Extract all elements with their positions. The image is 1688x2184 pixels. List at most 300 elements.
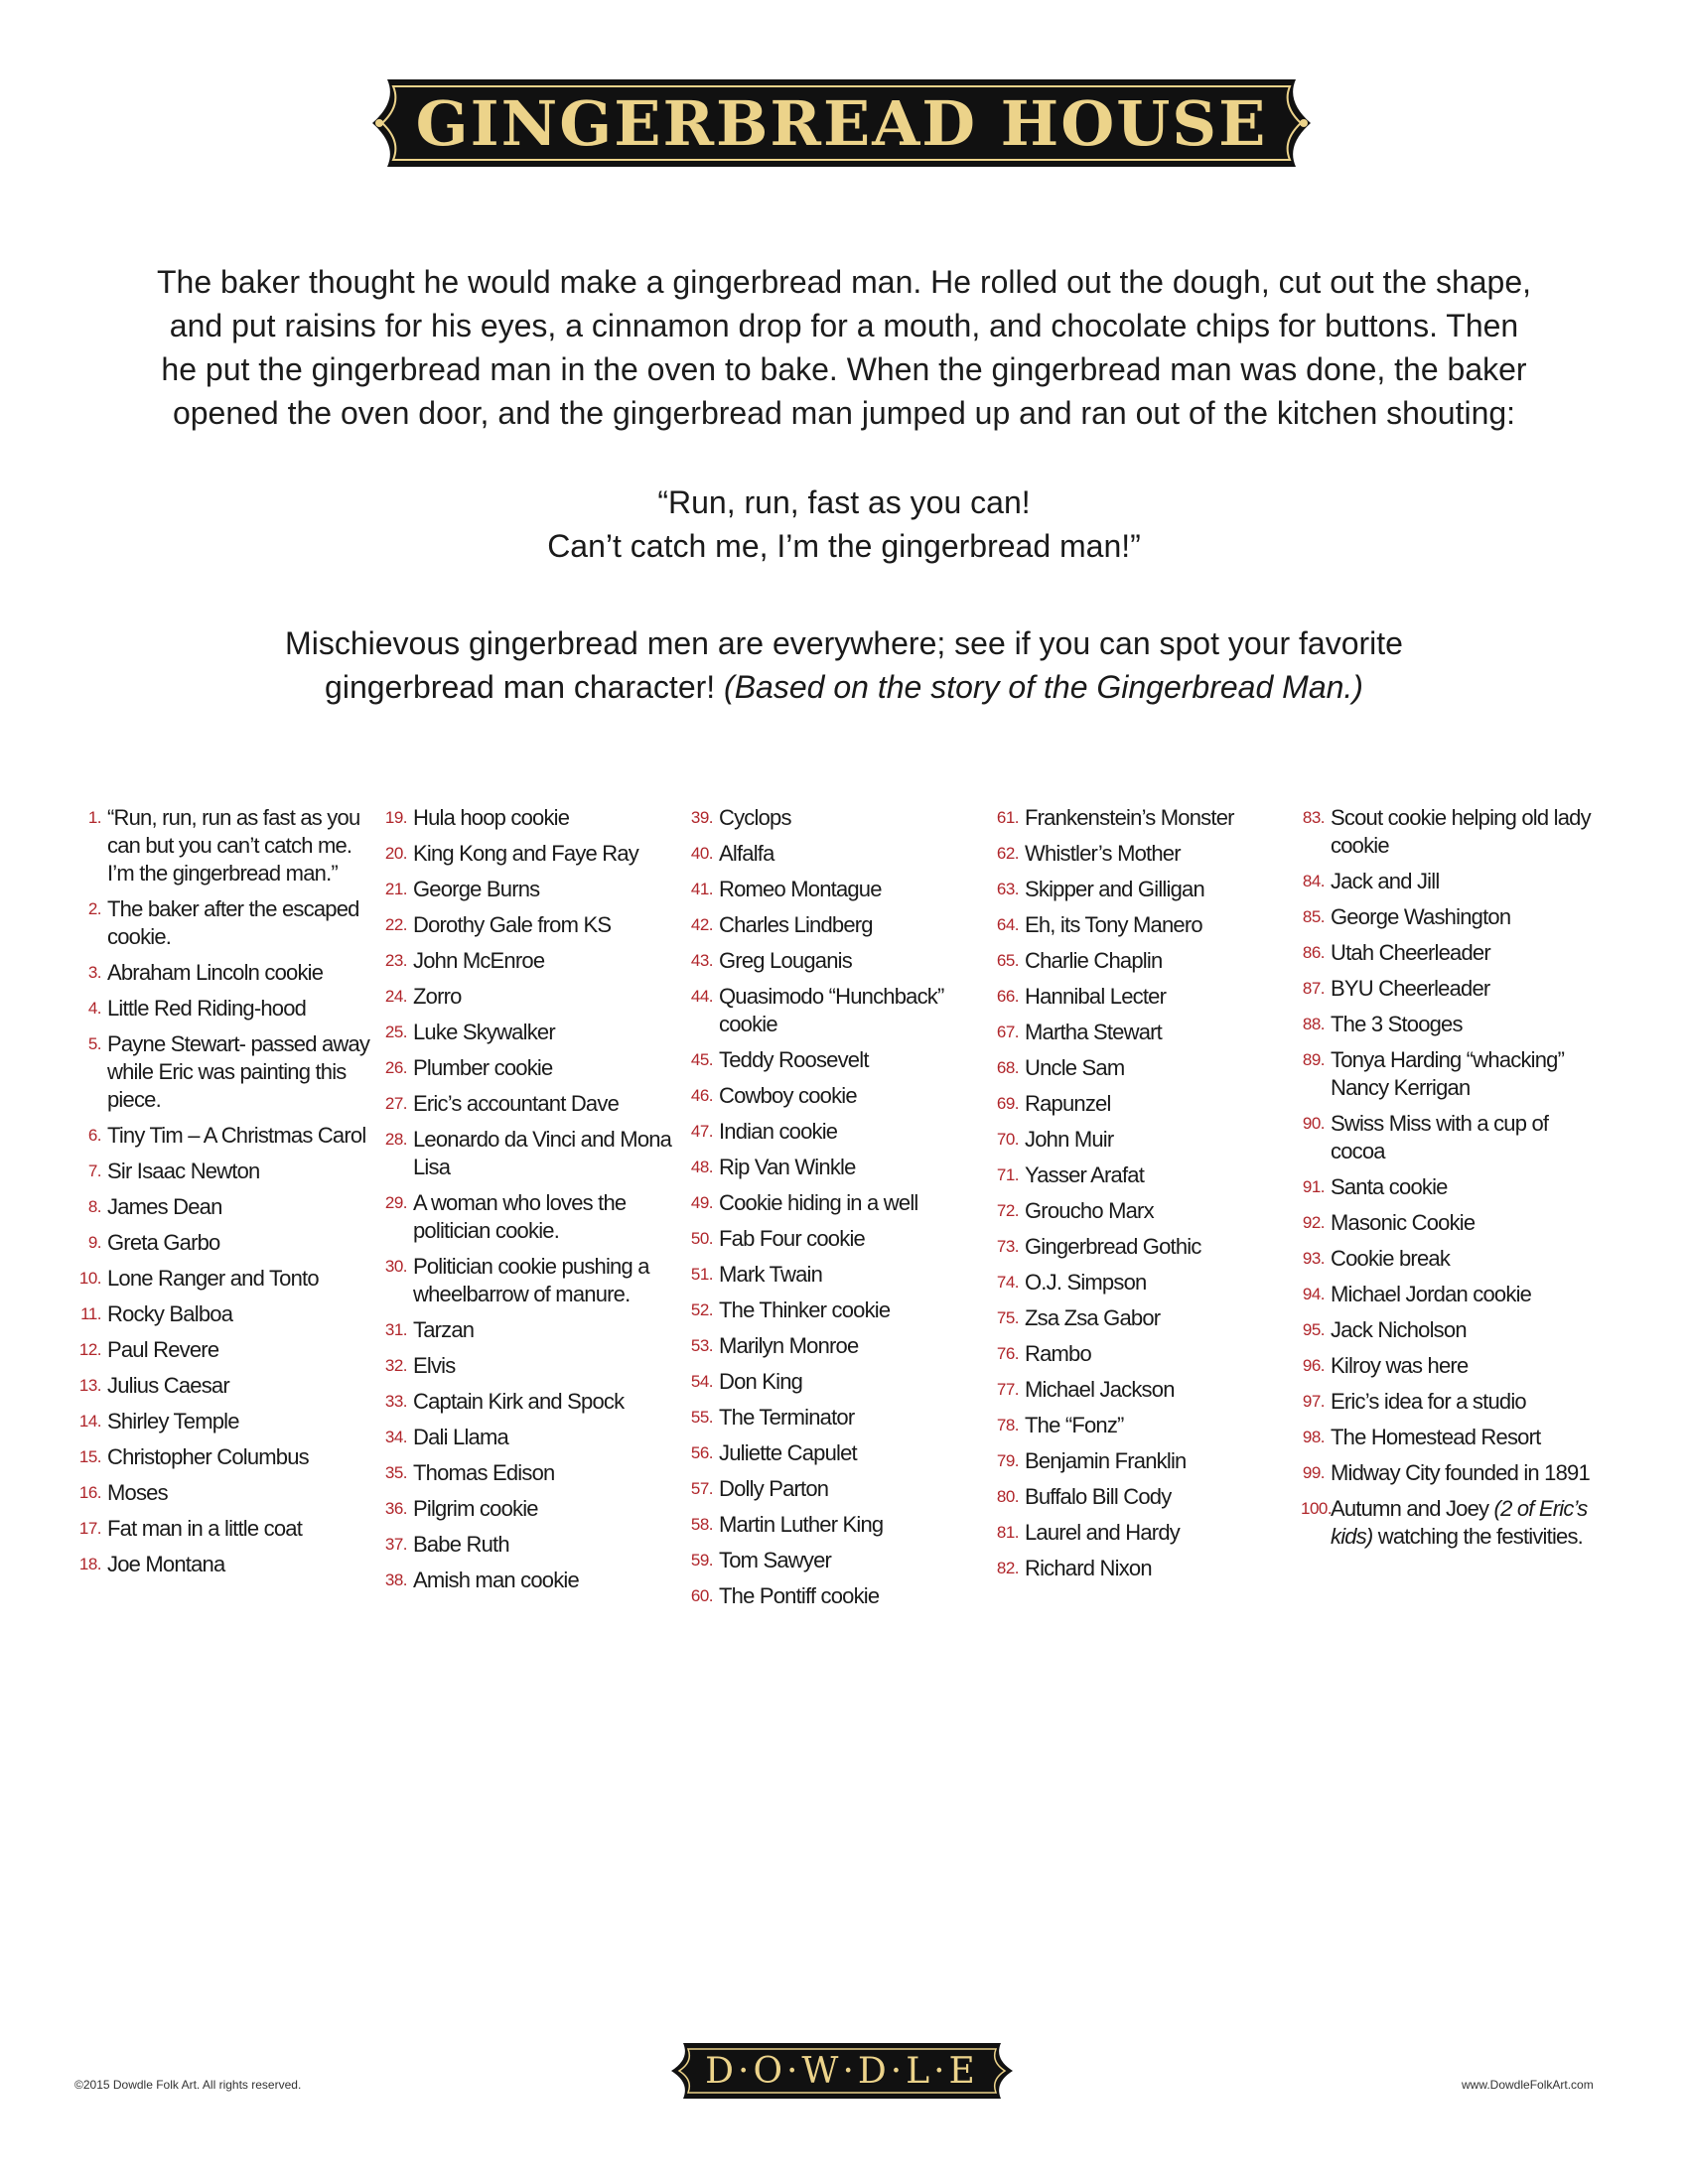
item-label: Indian cookie	[719, 1119, 838, 1144]
item-label: The “Fonz”	[1025, 1413, 1124, 1437]
item-label: The Thinker cookie	[719, 1297, 891, 1322]
item-number: 79.	[996, 1451, 1019, 1470]
item-number: 17.	[78, 1519, 101, 1538]
item-number: 41.	[690, 880, 713, 898]
list-item	[995, 1019, 1293, 1046]
item-label: Moses	[107, 1480, 168, 1505]
list-item	[383, 1352, 681, 1380]
item-number: 7.	[87, 1161, 101, 1180]
list-item	[995, 1376, 1293, 1404]
list-item	[383, 1424, 681, 1451]
list-item	[383, 840, 681, 868]
list-item	[1301, 1281, 1599, 1308]
item-label: Michael Jordan cookie	[1331, 1282, 1532, 1306]
item-number: 52.	[690, 1300, 713, 1319]
item-label: Hula hoop cookie	[413, 805, 570, 830]
item-number: 78.	[996, 1416, 1019, 1434]
item-number: 54.	[690, 1372, 713, 1391]
item-number: 97.	[1302, 1392, 1325, 1411]
item-number: 6.	[87, 1126, 101, 1145]
list-item	[1301, 1495, 1599, 1551]
item-label: James Dean	[107, 1194, 222, 1219]
item-number: 21.	[384, 880, 407, 898]
item-number: 95.	[1302, 1320, 1325, 1339]
item-number: 35.	[384, 1463, 407, 1482]
list-item	[689, 1368, 987, 1396]
list-column-3	[689, 804, 987, 1618]
item-number: 62.	[996, 844, 1019, 863]
item-number: 87.	[1302, 979, 1325, 998]
list-item	[1301, 1173, 1599, 1201]
item-label: Elvis	[413, 1353, 456, 1378]
item-number: 58.	[690, 1515, 713, 1534]
item-label: Babe Ruth	[413, 1532, 509, 1557]
item-label: Yasser Arafat	[1025, 1162, 1145, 1187]
item-label: Skipper and Gilligan	[1025, 877, 1204, 901]
list-item	[995, 947, 1293, 975]
list-item	[77, 1372, 375, 1400]
item-number: 68.	[996, 1058, 1019, 1077]
list-item	[689, 1511, 987, 1539]
item-label: Dali Llama	[413, 1425, 508, 1449]
list-item	[383, 1253, 681, 1308]
item-label: Payne Stewart- passed away while Eric was painting this piece.	[107, 1031, 370, 1112]
item-number: 75.	[996, 1308, 1019, 1327]
item-label: Tarzan	[413, 1317, 475, 1342]
list-item	[995, 1483, 1293, 1511]
list-item	[77, 1515, 375, 1543]
item-number: 11.	[80, 1304, 101, 1323]
list-item	[689, 1189, 987, 1217]
item-label: Fat man in a little coat	[107, 1516, 303, 1541]
list-item	[77, 1336, 375, 1364]
item-label: Tiny Tim – A Christmas Carol	[107, 1123, 366, 1148]
list-item	[383, 1459, 681, 1487]
item-number: 72.	[996, 1201, 1019, 1220]
list-item	[1301, 868, 1599, 895]
item-number: 91.	[1302, 1177, 1325, 1196]
list-item	[689, 876, 987, 903]
copyright-notice: ©2015 Dowdle Folk Art. All rights reserved.	[74, 2078, 302, 2092]
list-item	[689, 1404, 987, 1432]
item-number: 74.	[996, 1273, 1019, 1292]
item-label: George Burns	[413, 877, 540, 901]
list-item	[995, 911, 1293, 939]
list-item	[383, 1189, 681, 1245]
item-label: Jack Nicholson	[1331, 1317, 1467, 1342]
list-item	[77, 995, 375, 1023]
item-label: Zsa Zsa Gabor	[1025, 1305, 1161, 1330]
item-label: Cyclops	[719, 805, 791, 830]
item-number: 44.	[690, 987, 713, 1006]
item-number: 22.	[384, 915, 407, 934]
item-number: 85.	[1302, 907, 1325, 926]
item-number: 69.	[996, 1094, 1019, 1113]
item-label: Laurel and Hardy	[1025, 1520, 1180, 1545]
item-number: 36.	[384, 1499, 407, 1518]
item-label: BYU Cheerleader	[1331, 976, 1490, 1001]
item-number: 12.	[78, 1340, 101, 1359]
list-item	[689, 1297, 987, 1324]
item-label: Masonic Cookie	[1331, 1210, 1476, 1235]
item-number: 47.	[690, 1122, 713, 1141]
item-label: Politician cookie pushing a wheelbarrow of manure.	[413, 1254, 649, 1306]
item-number: 53.	[690, 1336, 713, 1355]
item-label: Benjamin Franklin	[1025, 1448, 1187, 1473]
item-label: Romeo Montague	[719, 877, 882, 901]
item-label-italic: (2 of Eric’s kids)	[1331, 1496, 1588, 1549]
item-label: Tom Sawyer	[719, 1548, 832, 1572]
item-number: 90.	[1302, 1114, 1325, 1133]
item-number: 60.	[690, 1586, 713, 1605]
item-number: 51.	[690, 1265, 713, 1284]
item-label: The Terminator	[719, 1405, 855, 1430]
item-number: 76.	[996, 1344, 1019, 1363]
item-label: Swiss Miss with a cup of cocoa	[1331, 1111, 1549, 1163]
item-label: John Muir	[1025, 1127, 1114, 1152]
item-number: 45.	[690, 1050, 713, 1069]
item-label: Martin Luther King	[719, 1512, 884, 1537]
item-label: Quasimodo “Hunchback” cookie	[719, 984, 944, 1036]
list-item	[383, 1054, 681, 1082]
prompt-line-2	[139, 665, 1549, 709]
list-item	[995, 1269, 1293, 1297]
item-number: 9.	[87, 1233, 101, 1252]
list-item	[995, 1090, 1293, 1118]
list-item	[77, 1408, 375, 1435]
list-item	[77, 1158, 375, 1185]
item-label: Greg Louganis	[719, 948, 852, 973]
item-number: 73.	[996, 1237, 1019, 1256]
item-number: 70.	[996, 1130, 1019, 1149]
item-number: 26.	[384, 1058, 407, 1077]
item-number: 94.	[1302, 1285, 1325, 1303]
item-label: Juliette Capulet	[719, 1440, 857, 1465]
item-label: Marilyn Monroe	[719, 1333, 859, 1358]
list-item	[689, 983, 987, 1038]
intro-line: opened the oven door, and the gingerbread man jumped up and ran out of the kitchen shouting:	[172, 395, 1516, 431]
item-number: 57.	[690, 1479, 713, 1498]
item-label: Mark Twain	[719, 1262, 823, 1287]
item-number: 28.	[384, 1130, 407, 1149]
item-label: A woman who loves the politician cookie.	[413, 1190, 627, 1243]
list-column-2	[383, 804, 681, 1602]
list-item	[995, 1340, 1293, 1368]
item-label: Alfalfa	[719, 841, 774, 866]
list-item	[383, 1567, 681, 1594]
item-number: 77.	[996, 1380, 1019, 1399]
list-column-1	[77, 804, 375, 1586]
list-item	[1301, 1459, 1599, 1487]
list-item	[77, 1443, 375, 1471]
list-item	[995, 1233, 1293, 1261]
item-number: 59.	[690, 1551, 713, 1570]
item-number: 99.	[1302, 1463, 1325, 1482]
item-number: 31.	[384, 1320, 407, 1339]
list-item	[77, 1265, 375, 1293]
list-item	[77, 895, 375, 951]
list-item	[689, 1261, 987, 1289]
list-item	[995, 1412, 1293, 1439]
list-item	[1301, 975, 1599, 1003]
list-item	[689, 1225, 987, 1253]
item-number: 18.	[78, 1555, 101, 1573]
list-item	[383, 1019, 681, 1046]
item-number: 19.	[384, 808, 407, 827]
item-number: 67.	[996, 1023, 1019, 1041]
list-item	[1301, 939, 1599, 967]
item-number: 23.	[384, 951, 407, 970]
list-item	[1301, 903, 1599, 931]
item-label: The Homestead Resort	[1331, 1425, 1541, 1449]
item-number: 3.	[87, 963, 101, 982]
prompt-text: gingerbread man character!	[325, 669, 716, 705]
item-number: 34.	[384, 1428, 407, 1446]
item-label: Eric’s accountant Dave	[413, 1091, 619, 1116]
item-label: Rapunzel	[1025, 1091, 1111, 1116]
item-label: Whistler’s Mother	[1025, 841, 1181, 866]
item-number: 81.	[996, 1523, 1019, 1542]
item-label: Christopher Columbus	[107, 1444, 309, 1469]
list-item	[383, 1495, 681, 1523]
item-label: Jack and Jill	[1331, 869, 1440, 893]
item-label: Santa cookie	[1331, 1174, 1448, 1199]
list-item	[1301, 804, 1599, 860]
item-number: 93.	[1302, 1249, 1325, 1268]
item-label: Groucho Marx	[1025, 1198, 1154, 1223]
search-prompt	[139, 621, 1549, 709]
list-item	[995, 1304, 1293, 1332]
item-label: Fab Four cookie	[719, 1226, 865, 1251]
item-number: 25.	[384, 1023, 407, 1041]
prompt-line: Mischievous gingerbread men are everywhere; see if you can spot your favorite	[285, 625, 1403, 661]
item-label: Cookie break	[1331, 1246, 1451, 1271]
list-item	[383, 1090, 681, 1118]
list-item	[689, 1332, 987, 1360]
item-label: Shirley Temple	[107, 1409, 239, 1433]
item-label: Greta Garbo	[107, 1230, 220, 1255]
item-label: George Washington	[1331, 904, 1511, 929]
item-number: 15.	[78, 1447, 101, 1466]
item-number: 16.	[78, 1483, 101, 1502]
item-label: Leonardo da Vinci and Mona Lisa	[413, 1127, 672, 1179]
intro-line: and put raisins for his eyes, a cinnamon drop for a mouth, and chocolate chips for buttons. Then	[169, 308, 1519, 343]
item-number: 38.	[384, 1570, 407, 1589]
item-number: 8.	[87, 1197, 101, 1216]
item-label: Charlie Chaplin	[1025, 948, 1163, 973]
item-number: 30.	[384, 1257, 407, 1276]
list-item	[689, 911, 987, 939]
list-item	[383, 1316, 681, 1344]
item-label: The baker after the escaped cookie.	[107, 896, 359, 949]
item-number: 37.	[384, 1535, 407, 1554]
item-number: 33.	[384, 1392, 407, 1411]
item-number: 61.	[996, 808, 1019, 827]
item-label: Paul Revere	[107, 1337, 219, 1362]
quote-line: Can’t catch me, I’m the gingerbread man!”	[547, 528, 1141, 564]
list-item	[995, 840, 1293, 868]
item-label: “Run, run, run as fast as you can but you can’t catch me. I’m the gingerbread man.”	[107, 805, 360, 886]
item-label: Utah Cheerleader	[1331, 940, 1490, 965]
item-number: 40.	[690, 844, 713, 863]
item-label: Lone Ranger and Tonto	[107, 1266, 319, 1291]
list-item	[383, 911, 681, 939]
list-item	[77, 1193, 375, 1221]
item-number: 2.	[87, 899, 101, 918]
item-label: King Kong and Faye Ray	[413, 841, 638, 866]
item-label: Eric’s idea for a studio	[1331, 1389, 1526, 1414]
intro-line: The baker thought he would make a gingerbread man. He rolled out the dough, cut out the shape,	[156, 264, 1532, 300]
item-number: 43.	[690, 951, 713, 970]
item-number: 48.	[690, 1158, 713, 1176]
item-label: Julius Caesar	[107, 1373, 229, 1398]
item-number: 32.	[384, 1356, 407, 1375]
item-number: 39.	[690, 808, 713, 827]
list-item	[77, 1479, 375, 1507]
item-number: 24.	[384, 987, 407, 1006]
website-link[interactable]: www.DowdleFolkArt.com	[1462, 2078, 1594, 2092]
item-label: Dorothy Gale from KS	[413, 912, 612, 937]
list-item	[383, 876, 681, 903]
item-number: 92.	[1302, 1213, 1325, 1232]
list-item	[995, 1555, 1293, 1582]
item-number: 20.	[384, 844, 407, 863]
title-banner	[357, 73, 1326, 173]
list-item	[1301, 1388, 1599, 1416]
item-label: Cookie hiding in a well	[719, 1190, 918, 1215]
item-label: Joe Montana	[107, 1552, 225, 1576]
item-label: John McEnroe	[413, 948, 545, 973]
list-item	[995, 1447, 1293, 1475]
item-label: Michael Jackson	[1025, 1377, 1175, 1402]
item-label: The 3 Stooges	[1331, 1012, 1463, 1036]
item-number: 55.	[690, 1408, 713, 1427]
item-label	[1331, 1495, 1599, 1551]
list-item	[1301, 1316, 1599, 1344]
item-label: Midway City founded in 1891	[1331, 1460, 1590, 1485]
list-item	[77, 1300, 375, 1328]
list-item	[689, 1439, 987, 1467]
list-item	[77, 1229, 375, 1257]
list-item	[77, 959, 375, 987]
item-number: 42.	[690, 915, 713, 934]
item-label: Dolly Parton	[719, 1476, 829, 1501]
list-item	[689, 804, 987, 832]
list-item	[995, 876, 1293, 903]
list-item	[995, 1161, 1293, 1189]
list-column-4	[995, 804, 1293, 1590]
item-label: Hannibal Lecter	[1025, 984, 1167, 1009]
list-item	[689, 1547, 987, 1574]
list-item	[1301, 1011, 1599, 1038]
item-label: Little Red Riding-hood	[107, 996, 307, 1021]
item-label: Sir Isaac Newton	[107, 1159, 260, 1183]
page-title: GINGERBREAD HOUSE	[415, 86, 1268, 160]
list-item	[995, 1126, 1293, 1154]
item-number: 50.	[690, 1229, 713, 1248]
list-item	[1301, 1046, 1599, 1102]
item-number: 84.	[1302, 872, 1325, 890]
gingerbread-quote	[139, 480, 1549, 568]
item-number: 98.	[1302, 1428, 1325, 1446]
list-item	[689, 1082, 987, 1110]
item-label: Charles Lindberg	[719, 912, 873, 937]
item-label: Thomas Edison	[413, 1460, 555, 1485]
list-item	[689, 1046, 987, 1074]
list-item	[689, 840, 987, 868]
list-item	[689, 1475, 987, 1503]
item-number: 80.	[996, 1487, 1019, 1506]
list-item	[77, 1030, 375, 1114]
item-label: Uncle Sam	[1025, 1055, 1125, 1080]
item-number: 56.	[690, 1443, 713, 1462]
list-item	[383, 804, 681, 832]
item-label: Zorro	[413, 984, 462, 1009]
item-label: Gingerbread Gothic	[1025, 1234, 1201, 1259]
item-number: 27.	[384, 1094, 407, 1113]
item-label: Abraham Lincoln cookie	[107, 960, 324, 985]
list-item	[383, 947, 681, 975]
dowdle-logo	[663, 2039, 1021, 2103]
item-label: Rocky Balboa	[107, 1301, 233, 1326]
item-label: Pilgrim cookie	[413, 1496, 538, 1521]
item-number: 13.	[78, 1376, 101, 1395]
item-number: 64.	[996, 915, 1019, 934]
list-item	[995, 804, 1293, 832]
item-number: 1.	[87, 808, 101, 827]
logo-text: D·O·W·D·L·E	[705, 2050, 979, 2092]
item-label: Cowboy cookie	[719, 1083, 857, 1108]
item-label: Richard Nixon	[1025, 1556, 1152, 1580]
item-label: Don King	[719, 1369, 803, 1394]
item-number: 5.	[87, 1034, 101, 1053]
list-item	[689, 1154, 987, 1181]
item-number: 66.	[996, 987, 1019, 1006]
list-column-5	[1301, 804, 1599, 1559]
item-number: 83.	[1302, 808, 1325, 827]
list-item	[1301, 1424, 1599, 1451]
quote-line: “Run, run, fast as you can!	[657, 484, 1031, 520]
item-number: 88.	[1302, 1015, 1325, 1033]
item-label: Buffalo Bill Cody	[1025, 1484, 1172, 1509]
item-number: 49.	[690, 1193, 713, 1212]
item-label: Kilroy was here	[1331, 1353, 1469, 1378]
list-item	[1301, 1209, 1599, 1237]
list-item	[1301, 1110, 1599, 1165]
item-label: Captain Kirk and Spock	[413, 1389, 625, 1414]
list-item	[995, 1054, 1293, 1082]
item-number: 96.	[1302, 1356, 1325, 1375]
list-item	[383, 1388, 681, 1416]
intro-paragraph	[139, 260, 1549, 435]
item-number: 63.	[996, 880, 1019, 898]
item-number: 46.	[690, 1086, 713, 1105]
list-item	[689, 1118, 987, 1146]
item-label: Rip Van Winkle	[719, 1155, 856, 1179]
list-item	[1301, 1245, 1599, 1273]
item-number: 71.	[996, 1165, 1019, 1184]
item-label: Frankenstein’s Monster	[1025, 805, 1234, 830]
item-number: 10.	[78, 1269, 101, 1288]
list-item	[689, 1582, 987, 1610]
list-item	[995, 983, 1293, 1011]
item-label: O.J. Simpson	[1025, 1270, 1147, 1295]
list-item	[383, 1126, 681, 1181]
item-label: Amish man cookie	[413, 1568, 579, 1592]
item-label: Luke Skywalker	[413, 1020, 555, 1044]
item-label: Martha Stewart	[1025, 1020, 1162, 1044]
item-number: 86.	[1302, 943, 1325, 962]
